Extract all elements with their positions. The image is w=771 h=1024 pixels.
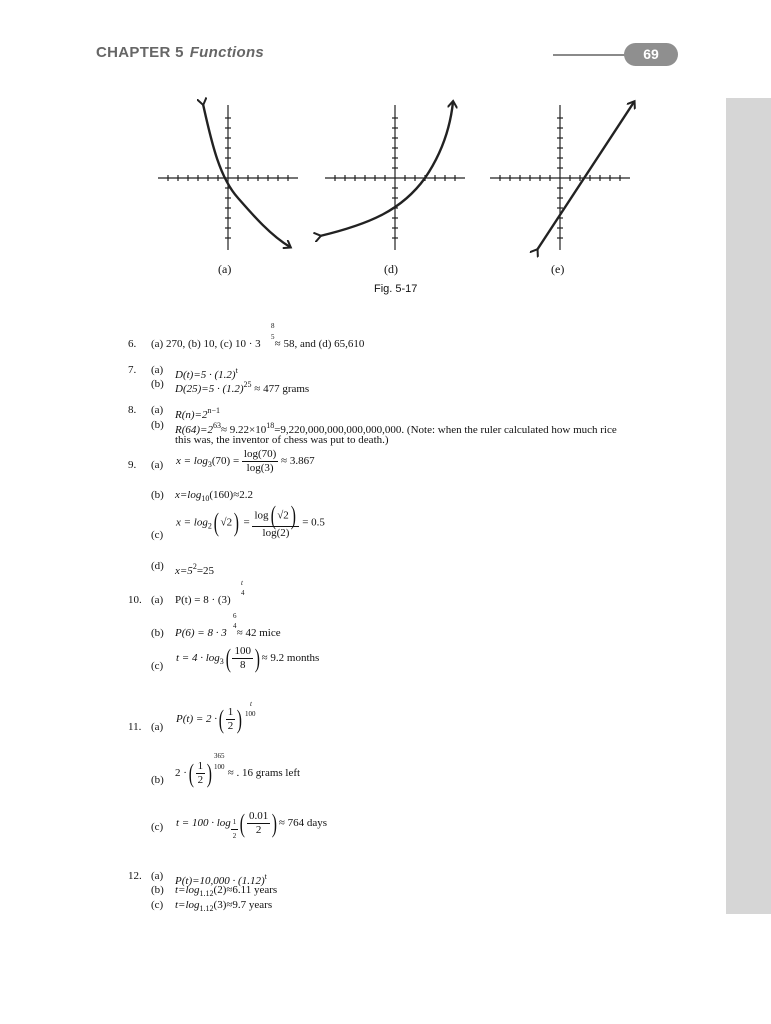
p9c-formula: [176, 501, 325, 540]
p9b-base: 10: [201, 494, 210, 503]
figure-caption: Fig. 5-17: [374, 283, 418, 295]
p6-exp-num: 8: [271, 322, 275, 330]
p10a-label: (a): [151, 594, 164, 606]
p10b-text: P(6) = 8 · 3: [175, 627, 227, 639]
p10c-paren-r: ): [254, 643, 260, 673]
p9a-base: 3: [207, 460, 212, 470]
p12b-base: 1.12: [199, 889, 214, 898]
p8b-exp1: 63: [212, 421, 221, 430]
p11b-exp-bot: 100: [214, 763, 225, 771]
p11b-label: (b): [151, 774, 164, 786]
figure-label-e: (e): [551, 262, 565, 276]
p11c-formula: [176, 810, 327, 843]
problem-6-number: 6.: [128, 338, 137, 350]
p9b-label: (b): [151, 489, 164, 501]
figure-label-a: (a): [218, 262, 232, 276]
chapter-title: Functions: [189, 44, 265, 61]
p10b-exp-bot: 4: [233, 622, 237, 630]
p11a-label: (a): [151, 721, 164, 733]
p11a-num: 1: [227, 706, 234, 718]
p9d-text: x=5: [175, 565, 193, 577]
problem-12-number: 12.: [128, 870, 142, 882]
p10c-paren-l: (: [225, 643, 231, 673]
p10c-formula: [176, 645, 319, 672]
p11b-text: 2 ·: [175, 767, 187, 780]
p11b-paren-r: ): [206, 758, 213, 788]
p12a-exp: t: [264, 872, 267, 881]
p6-exp-den: 5: [271, 333, 275, 341]
p12b-label: (b): [151, 884, 164, 896]
p8a-label: (a): [151, 404, 164, 416]
problem-10-number: 10.: [128, 594, 142, 606]
figure-5-17: [140, 90, 640, 265]
page-sidebar-tab: [726, 98, 771, 914]
p6-text: (a) 270, (b) 10, (c) 10 · 3: [151, 338, 261, 350]
p10b-end: ≈ 42 mice: [236, 627, 281, 639]
p12c-label: (c): [151, 899, 164, 911]
p10a-exp-top: t: [241, 579, 243, 587]
p9a-formula: [176, 448, 315, 475]
p8b-label: (b): [151, 419, 164, 431]
p10c-text: t = 4 · log: [176, 652, 220, 665]
chapter-number: CHAPTER 5: [96, 44, 184, 61]
p8b-part1: R(64)=2: [175, 424, 213, 436]
p9c-paren-l: (: [213, 508, 219, 537]
p9b-lhs: x=log: [175, 489, 202, 501]
p9c-paren-r: ): [233, 508, 240, 537]
p9a-lhs: x = log: [176, 455, 208, 468]
header-rule: [553, 54, 633, 56]
graph-a: [158, 104, 298, 250]
p11a-den: 2: [227, 720, 234, 732]
p10c-base: 3: [219, 657, 224, 667]
p9a-label: (a): [151, 459, 164, 471]
p9c-fraction: [252, 501, 299, 540]
p11c-paren-r: ): [271, 808, 278, 838]
p9d-exp: 2: [192, 562, 197, 571]
p9c-num-root: √2: [277, 509, 289, 522]
p10c-fraction: [232, 645, 253, 672]
p11b-paren-l: (: [188, 758, 194, 788]
p12a-text: P(t)=10,000 · (1.12): [175, 875, 265, 887]
p7b-formula: [175, 378, 309, 396]
p11b-fraction: [196, 760, 206, 787]
p9b-formula: [175, 489, 253, 505]
p11c-base-num: 1: [231, 816, 239, 830]
p12c-end: (3)≈9.7 years: [213, 899, 273, 911]
p9c-base: 2: [207, 521, 212, 531]
p10c-end: ≈ 9.2 months: [261, 652, 320, 665]
p8b-part3: =9,220,000,000,000,000,000. (Note: when the ruler calculated how much rice: [274, 424, 617, 436]
p8b-part2: ≈ 9.22×10: [220, 424, 267, 436]
problem-8-number: 8.: [128, 404, 137, 416]
p9d-formula: [175, 560, 214, 578]
p7a-label: (a): [151, 364, 164, 376]
p7a-text: D(t)=5 · (1.2): [175, 369, 236, 381]
p7b-exp: 25: [243, 380, 252, 389]
p11b-end: ≈ . 16 grams left: [227, 767, 301, 780]
p9d-end: =25: [196, 565, 215, 577]
graph-e: [490, 102, 634, 250]
problem-9-number: 9.: [128, 459, 137, 471]
p8a-exp: n−1: [207, 406, 220, 415]
p11c-num: 0.01: [248, 810, 269, 822]
p10c-den: 8: [239, 659, 246, 671]
problem-11-number: 11.: [128, 721, 142, 733]
p11c-den: 2: [255, 824, 262, 836]
p9c-label: (c): [151, 529, 164, 541]
p11c-fraction: [247, 810, 270, 837]
chapter-header: [96, 44, 264, 61]
p12a-label: (a): [151, 870, 164, 882]
p9c-num-paren-r: ): [290, 501, 296, 530]
p11b-exp-top: 365: [214, 752, 225, 760]
p7b-text: D(25)=5 · (1.2): [175, 383, 244, 395]
p12c-formula: [175, 899, 272, 915]
graph-d: [320, 102, 465, 250]
p9a-fraction: [242, 448, 278, 475]
p11c-base: [231, 816, 239, 843]
p11a-paren-r: ): [236, 704, 243, 734]
p9a-end: ≈ 3.867: [281, 455, 315, 468]
p12b-formula: [175, 884, 277, 900]
p8b-note: this was, the inventor of chess was put to death.): [175, 434, 389, 446]
p10a-exp-bot: 4: [241, 589, 245, 597]
p11b-formula: [175, 760, 300, 787]
p8b-exp2: 18: [266, 421, 275, 430]
p11a-fraction: [226, 706, 236, 733]
p8a-text: R(n)=2: [175, 409, 208, 421]
p10a-formula: P(t) = 8 · (3): [175, 594, 231, 606]
figure-label-d: (d): [384, 262, 398, 276]
p11c-label: (c): [151, 821, 164, 833]
page-number: 69: [624, 43, 678, 66]
p9a-num: log(70): [243, 448, 277, 460]
p11c-paren-l: (: [240, 808, 246, 838]
p12c-text: t=log: [175, 899, 200, 911]
p9d-label: (d): [151, 560, 164, 572]
p9c-root: √2: [220, 516, 233, 529]
p7a-exp: t: [235, 366, 238, 375]
graph-d-curve: [320, 102, 453, 236]
p9a-arg: (70) =: [211, 455, 240, 468]
p9c-eq: =: [243, 516, 250, 529]
p11c-text: t = 100 · log: [176, 817, 231, 830]
p10b-formula: [175, 627, 281, 640]
p12c-base: 1.12: [199, 904, 214, 913]
p11a-text: P(t) = 2 ·: [176, 713, 218, 726]
p9c-num-log: log: [254, 509, 269, 522]
p10c-num: 100: [234, 645, 251, 657]
problem-6-answer: [151, 338, 364, 351]
p9c-lhs: x = log: [176, 516, 208, 529]
problem-7-number: 7.: [128, 364, 137, 376]
p11c-base-den: 2: [232, 832, 237, 841]
p9c-num: [252, 501, 299, 530]
p11a-exp-top: t: [250, 700, 252, 708]
p9a-den: log(3): [246, 462, 274, 474]
p9b-end: (160)≈2.2: [209, 489, 253, 501]
p9c-end: = 0.5: [302, 516, 325, 529]
p11a-paren-l: (: [218, 704, 224, 734]
p10b-exp-top: 6: [233, 612, 237, 620]
p11b-num: 1: [197, 760, 204, 772]
p11c-end: ≈ 764 days: [278, 817, 328, 830]
p12b-text: t=log: [175, 884, 200, 896]
graph-a-curve: [203, 104, 290, 247]
p9c-den: log(2): [262, 527, 290, 539]
p12b-end: (2)≈6.11 years: [213, 884, 278, 896]
p6-end: ≈ 58, and (d) 65,610: [274, 338, 365, 350]
p11a-formula: [176, 706, 244, 733]
p10c-label: (c): [151, 660, 164, 672]
p11b-den: 2: [197, 774, 204, 786]
p10b-label: (b): [151, 627, 164, 639]
p9c-num-paren-l: (: [270, 501, 276, 530]
p7b-label: (b): [151, 378, 164, 390]
p7b-end: ≈ 477 grams: [254, 383, 310, 395]
p11a-exp-bot: 100: [245, 710, 256, 718]
